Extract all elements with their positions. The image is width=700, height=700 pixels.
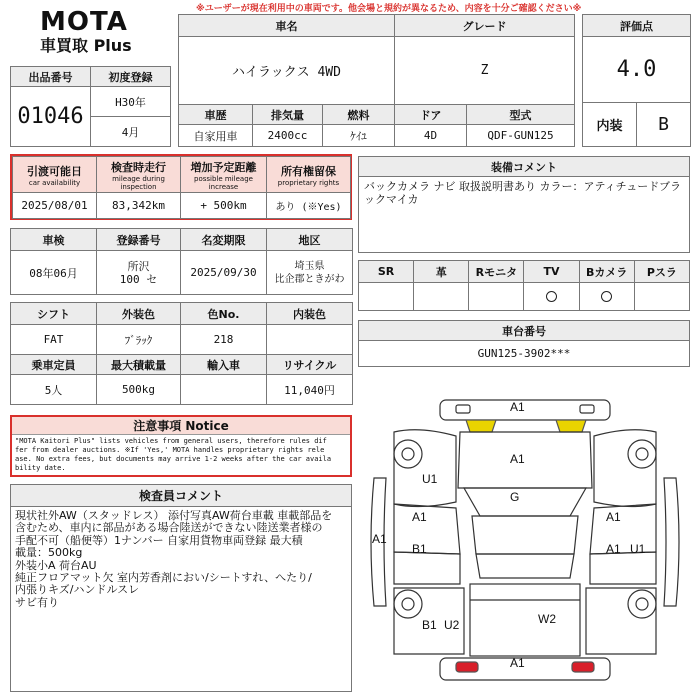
damage-code: B1 [422, 618, 437, 632]
damage-code: U1 [630, 542, 646, 556]
inspector-title: 検査員コメント [11, 485, 351, 507]
damage-code: G [510, 490, 520, 504]
listing-table [10, 66, 171, 147]
notice-line: "MOTA Kaitori Plus" lists vehicles from general users, therefore rules dif [15, 437, 327, 445]
damage-diagram [360, 392, 690, 698]
int-color-label: 内装色 [267, 303, 353, 325]
inspection-date: 08年06月 [11, 251, 97, 295]
grade: Z [395, 37, 575, 105]
rights-label: 所有権留保 [281, 164, 336, 178]
doors-label: ドア [395, 105, 467, 125]
increase-sub: possible mileage increase [194, 174, 253, 191]
recycle-label: リサイクル [267, 355, 353, 375]
score-table [582, 14, 691, 147]
notice-text [12, 435, 350, 475]
displacement: 2400cc [253, 125, 323, 147]
vehicle-table [178, 14, 575, 147]
plate-line1: 所沢 [127, 259, 150, 273]
right-front-door-shape [394, 504, 460, 554]
left-side-outer-shape [664, 478, 679, 606]
equipment-item-value [579, 283, 634, 311]
equipment-item-value [469, 283, 524, 311]
car-name-label: 車名 [179, 15, 395, 37]
ext-color: ﾌﾞﾗｯｸ [97, 325, 181, 355]
rights-sub: proprietary rights [277, 178, 340, 187]
damage-code: A1 [372, 532, 387, 546]
plate-label: 登録番号 [97, 229, 181, 251]
right-taillight [572, 662, 594, 672]
pickup-date: 2025/08/01 [13, 193, 97, 219]
first-reg-month: 4月 [91, 117, 171, 147]
inspector-line: 内張りキズ/ハンドルスレ [15, 583, 140, 597]
damage-code: A1 [412, 510, 427, 524]
equipment-comment: バックカメラ ナビ 取扱説明書あり カラー：アティチュードブラックマイカ [359, 177, 690, 253]
mileage-header [97, 157, 181, 193]
registration-table [10, 228, 353, 295]
deadline-label: 名変期限 [181, 229, 267, 251]
equipment-item-label: TV [524, 261, 579, 283]
score-label: 評価点 [583, 15, 691, 37]
damage-code: U1 [422, 472, 438, 486]
damage-code: W2 [538, 612, 556, 626]
damage-code: U2 [444, 618, 460, 632]
equipment-item-value [634, 283, 689, 311]
left-front-door-shape [590, 504, 656, 554]
import-label: 輸入車 [181, 355, 267, 375]
logo-text: MOTA [40, 7, 128, 37]
equipment-item-label: Bカメラ [579, 261, 634, 283]
inspector-line: 手配不可（船便等）1ナンバー 自家用貨物車両登録 最大積 [15, 533, 303, 547]
shift-label: シフト [11, 303, 97, 325]
load-label: 最大積載量 [97, 355, 181, 375]
increase-value: + 500km [181, 193, 267, 219]
logo-subtitle: 車買取 Plus [40, 36, 132, 55]
score-value: 4.0 [583, 37, 691, 103]
inspector-line: 外装小A 荷台AU [15, 558, 97, 572]
left-rear-wheel [628, 590, 656, 618]
pickup-sub: car availability [28, 178, 81, 187]
damage-code: B1 [412, 542, 427, 556]
top-notice: ※ユーザーが現在利用中の車両です。他会場と規約が異なるため、内容を十分ご確認ください※ [196, 4, 582, 14]
equipped-circle-icon [546, 291, 557, 302]
mileage-sub: mileage during inspection [112, 174, 165, 191]
area-line2: 比企郡ときがわ [274, 273, 345, 285]
pickup-header [13, 157, 97, 193]
area-line1: 埼玉県 [294, 260, 325, 272]
model: QDF-GUN125 [467, 125, 575, 147]
model-label: 型式 [467, 105, 575, 125]
increase-label: 増加予定距離 [190, 160, 257, 174]
color-no-label: 色No. [181, 303, 267, 325]
interior-label: 内装 [583, 103, 637, 147]
area-label: 地区 [267, 229, 353, 251]
fuel: ｹｲﾕ [323, 125, 395, 147]
equipment-comment-table [358, 156, 690, 253]
notice-line: fer from dealer auctions. ※If 'Yes,' MOTA handles proprietary rights rele [15, 446, 325, 454]
notice-line: bility date. [15, 464, 66, 472]
availability-table [12, 156, 351, 219]
equipped-circle-icon [601, 291, 612, 302]
max-load: 500kg [97, 375, 181, 405]
first-reg-year: H30年 [91, 87, 171, 117]
inspector-line: 現状社外AW（スタッドレス） 添付写真AW荷台車載 車載部品を [15, 509, 333, 522]
shift: FAT [11, 325, 97, 355]
left-bed-side-shape [586, 588, 656, 654]
int-color [267, 325, 353, 355]
damage-code: A1 [510, 400, 525, 414]
color-no: 218 [181, 325, 267, 355]
brand-logo [40, 8, 150, 56]
displacement-label: 排気量 [253, 105, 323, 125]
history-label: 車歴 [179, 105, 253, 125]
equipment-item-label: 革 [414, 261, 469, 283]
grade-label: グレード [395, 15, 575, 37]
chassis-table [358, 320, 690, 367]
history: 自家用車 [179, 125, 253, 147]
inspector-box [10, 484, 352, 692]
fuel-label: 燃料 [323, 105, 395, 125]
equipment-item-label: SR [359, 261, 414, 283]
equipment-title: 装備コメント [359, 157, 690, 177]
chassis-number: GUN125-3902*** [359, 341, 690, 367]
inspector-line: 純正フロアマット欠 室内芳香剤におい/シートすれ、へたり/ [15, 571, 312, 585]
rights-value: あり (※Yes) [267, 193, 351, 219]
inspection-label: 車検 [11, 229, 97, 251]
notice-box [10, 415, 352, 477]
plate-line2: 100 セ [119, 272, 158, 286]
pickup-label: 引渡可能日 [27, 164, 82, 178]
damage-code: A1 [606, 510, 621, 524]
equipment-item-value [414, 283, 469, 311]
damage-code: A1 [510, 656, 525, 670]
damage-code: A1 [606, 542, 621, 556]
equipment-items-table [358, 260, 690, 311]
right-rear-wheel [394, 590, 422, 618]
recycle-fee: 11,040円 [267, 375, 353, 405]
hood-shape [458, 432, 592, 488]
specs-table [10, 302, 353, 405]
damage-code: A1 [510, 452, 525, 466]
plate-number [97, 251, 181, 295]
area [267, 251, 353, 295]
left-taillight [456, 662, 478, 672]
rights-header [267, 157, 351, 193]
capacity: 5人 [11, 375, 97, 405]
capacity-label: 乗車定員 [11, 355, 97, 375]
right-headlight [556, 420, 586, 432]
right-front-wheel [394, 440, 422, 468]
front-bumper-shape [440, 400, 610, 420]
import-car [181, 375, 267, 405]
notice-title: 注意事項 Notice [12, 417, 350, 435]
doors: 4D [395, 125, 467, 147]
ext-color-label: 外装色 [97, 303, 181, 325]
right-rear-door-shape [394, 552, 460, 584]
listing-no-label: 出品番号 [11, 67, 91, 87]
bed-shape [470, 584, 580, 656]
equipment-item-value [524, 283, 579, 311]
mileage-label: 検査時走行 [111, 160, 166, 174]
equipment-item-value [359, 283, 414, 311]
name-change-deadline: 2025/09/30 [181, 251, 267, 295]
inspector-line: サビ有り [15, 595, 59, 609]
left-front-wheel [628, 440, 656, 468]
first-reg-label: 初度登録 [91, 67, 171, 87]
equipment-item-label: Pスラ [634, 261, 689, 283]
chassis-title: 車台番号 [359, 321, 690, 341]
listing-no: 01046 [11, 87, 91, 147]
left-rear-door-shape [590, 552, 656, 584]
inspector-line: 載量：500kg [15, 546, 83, 560]
interior-value: B [637, 103, 691, 147]
car-name: ハイラックス 4WD [179, 37, 395, 105]
windshield-shape [464, 488, 586, 516]
left-headlight [466, 420, 496, 432]
increase-header [181, 157, 267, 193]
equipment-item-label: Rモニタ [469, 261, 524, 283]
inspector-line: 含むため、車内に部品がある場合陸送ができない陸送業者様の [15, 521, 323, 535]
notice-line: ase. No extra fees, but documents may arrive 1-2 weeks after the car availa [15, 455, 332, 463]
mileage-value: 83,342km [97, 193, 181, 219]
inspector-comment [11, 507, 351, 612]
